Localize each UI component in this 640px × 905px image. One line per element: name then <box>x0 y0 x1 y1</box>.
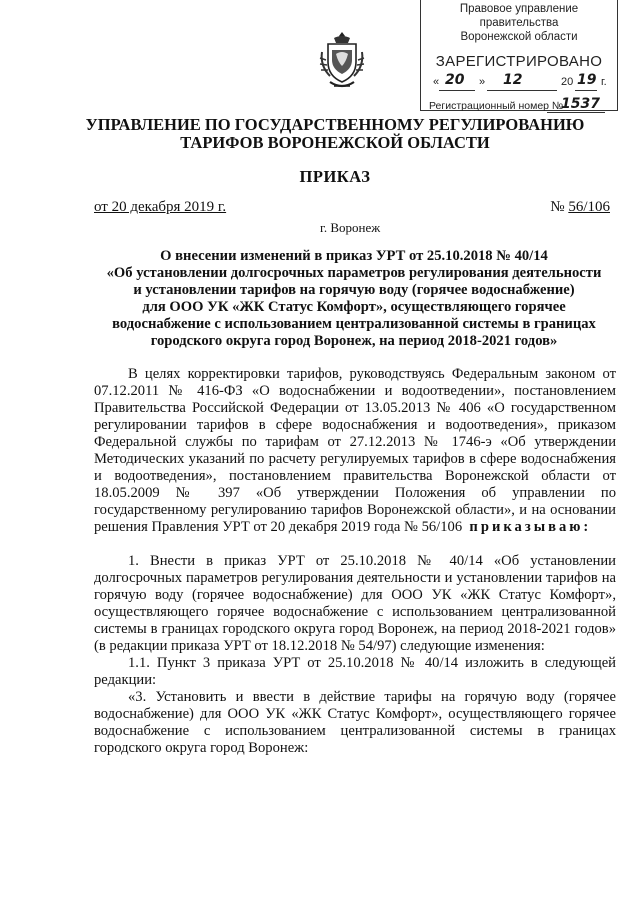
agency-header <box>60 116 610 152</box>
order-title: ПРИКАЗ <box>299 167 371 186</box>
stamp-date-line <box>421 72 617 94</box>
item-3-paragraph: «3. Установить и ввести в действие тарифы на горячую воду (горячее водоснабжение) для ООО УК «ЖК Статус Комфорт», осуществляющего горячее водоснабжение с использованием централизованной системы в границах городского округа город Воронеж: <box>94 689 616 756</box>
prikazyvayu-word: приказываю: <box>469 519 592 535</box>
coat-of-arms-emblem <box>318 30 366 92</box>
stamp-organization <box>421 2 617 44</box>
subject-line5: водоснабжение с использованием централизованной системы в границах <box>112 316 596 332</box>
agency-header-line1: УПРАВЛЕНИЕ ПО ГОСУДАРСТВЕННОМУ РЕГУЛИРОВАНИЮ <box>85 115 585 134</box>
preamble-text: В целях корректировки тарифов, руководствуясь Федеральным законом от 07.12.2011 № 416-ФЗ «О водоснабжении и водоотведении», постановлением Правительства Российской Федерации от 13.05.2013 № 406 «О государственном регулировании тарифов в сфере водоснабжения и водоотведения», приказом Федеральной службы по тарифам от 27.12.2013 № 1746-э «Об утверждении Методических указаний по расчету регулируемых тарифов в сфере водоснабжения и водоотведения», постановлением правительства Воронежской области от 18.05.2009 № 397 «Об утверждении Положения об управлении по государственному регулированию тарифов Воронежской области», и на основании решения Правления УРТ от 20 декабря 2019 года № 56/106 <box>94 366 616 535</box>
stamp-year-underline <box>575 90 597 91</box>
subject-line6: городского округа город Воронеж, на период 2018-2021 годов» <box>150 333 558 349</box>
stamp-reg-number: 1537 <box>561 96 600 112</box>
stamp-year-label: г. <box>601 76 607 88</box>
registration-stamp <box>420 0 618 111</box>
subject-line4: для ООО УК «ЖК Статус Комфорт», осуществляющего горячее <box>142 299 566 315</box>
stamp-month-underline <box>487 90 557 91</box>
stamp-day-underline <box>439 90 475 91</box>
order-number-prefix: № <box>550 199 569 215</box>
agency-header-line2: ТАРИФОВ ВОРОНЕЖСКОЙ ОБЛАСТИ <box>180 133 490 152</box>
order-date: от 20 декабря 2019 г. <box>94 199 227 215</box>
subject-line3: и установлении тарифов на горячую воду (горячее водоснабжение) <box>133 282 575 298</box>
stamp-reg-underline <box>547 112 605 113</box>
order-number <box>550 199 610 216</box>
stamp-year-prefix: 20 <box>561 76 574 88</box>
stamp-org-line2: Воронежской области <box>460 31 578 43</box>
stamp-year-suffix: 19 <box>577 72 597 88</box>
stamp-quote-close: » <box>479 76 486 88</box>
stamp-registered-label: ЗАРЕГИСТРИРОВАНО <box>435 53 603 70</box>
order-number-value: 56/106 <box>568 199 610 215</box>
stamp-reg-number-line <box>421 96 617 112</box>
stamp-quote-open: « <box>433 76 440 88</box>
order-city: г. Воронеж <box>320 220 381 235</box>
stamp-day: 20 <box>445 72 465 88</box>
stamp-org-line1: Правовое управление правительства <box>459 3 579 29</box>
subject-line1: О внесении изменений в приказ УРТ от 25.10.2018 № 40/14 <box>160 248 548 264</box>
item-1-1-paragraph: 1.1. Пункт 3 приказа УРТ от 25.10.2018 № 40/14 изложить в следующей редакции: <box>94 655 616 688</box>
preamble-paragraph <box>94 366 616 536</box>
subject-line2: «Об установлении долгосрочных параметров регулирования деятельности <box>106 265 602 281</box>
item-1-paragraph: 1. Внести в приказ УРТ от 25.10.2018 № 40/14 «Об установлении долгосрочных параметров регулирования деятельности и установлении тарифов на горячую воду (горячее водоснабжение) для ООО УК «ЖК Статус Комфорт», осуществляющего горячее водоснабжение с использованием централизованной системы в границах городского округа город Воронеж, на период 2018-2021 годов» (в редакции приказа УРТ от 18.12.2018 № 54/97) следующие изменения: <box>94 553 616 654</box>
stamp-reg-label: Регистрационный номер № <box>429 100 564 112</box>
stamp-month: 12 <box>503 72 523 88</box>
order-subject <box>84 248 624 350</box>
order-body <box>94 366 616 757</box>
